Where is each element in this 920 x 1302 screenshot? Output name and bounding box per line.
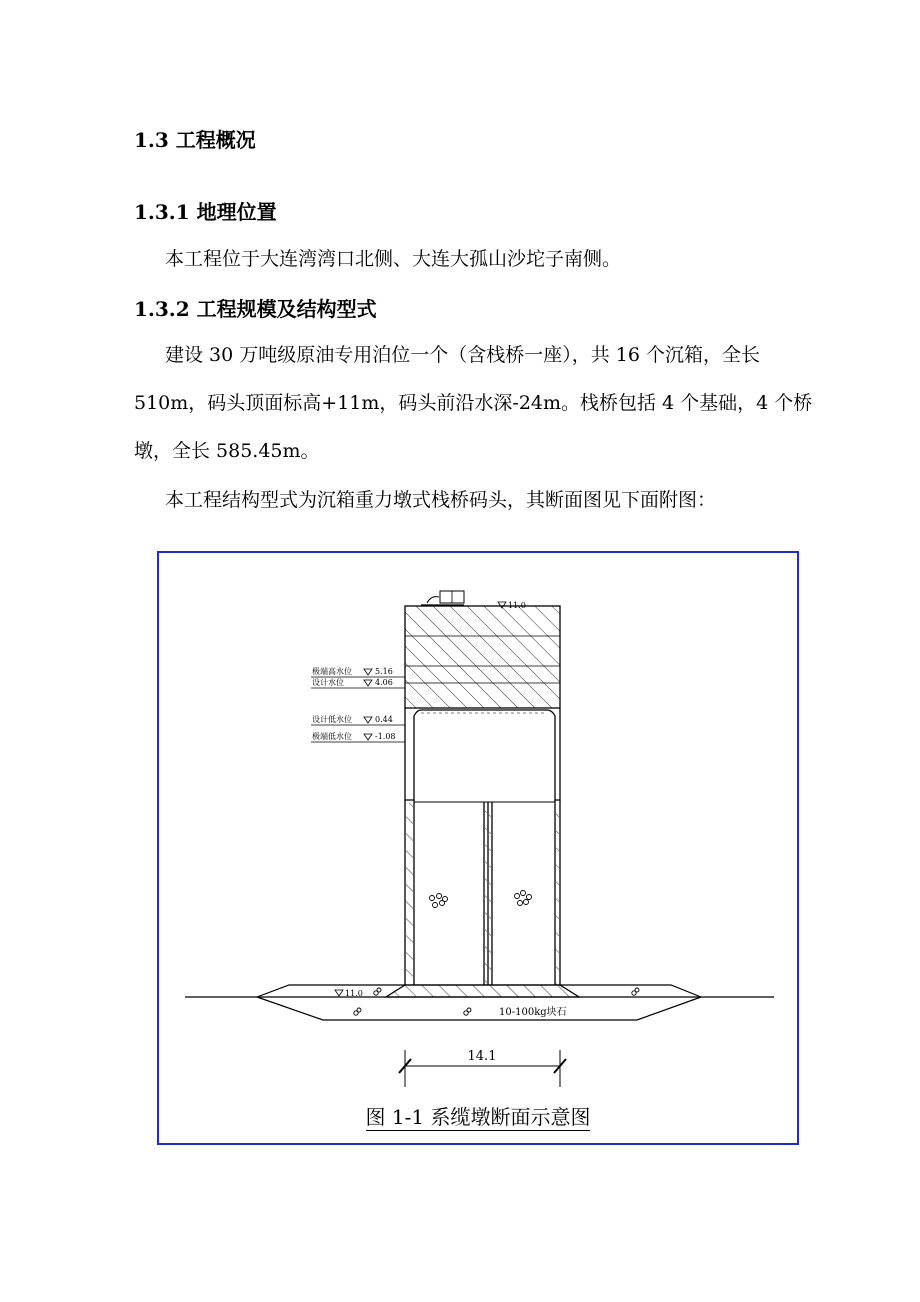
paragraph-scale-line-1: 建设 30 万吨级原油专用泊位一个（含栈桥一座），共 16 个沉箱，全长 xyxy=(165,344,761,366)
figure-frame xyxy=(157,551,799,1145)
level-name-4: 极端低水位 xyxy=(312,732,352,741)
level-value-3: 0.44 xyxy=(375,715,393,724)
level-name-1: 极端高水位 xyxy=(312,667,352,676)
level-value-1: 5.16 xyxy=(375,667,393,676)
caisson-upper xyxy=(405,708,560,800)
dimension-line xyxy=(399,1049,566,1087)
top-level-label: 11.0 xyxy=(508,601,526,610)
heading-1-3: 1.3 工程概况 xyxy=(134,128,256,152)
figure-caption: 图 1-1 系缆墩断面示意图 xyxy=(365,1105,591,1129)
water-levels xyxy=(311,666,405,742)
dimension-label: 14.1 xyxy=(467,1049,497,1064)
heading-1-3-1: 1.3.1 地理位置 xyxy=(134,200,277,224)
base-slab xyxy=(386,985,579,997)
level-value-4: -1.08 xyxy=(375,732,396,741)
base-level-label: 11.0 xyxy=(345,989,363,998)
paragraph-scale-line-2: 510m，码头顶面标高+11m，码头前沿水深-24m。栈桥包括 4 个基础，4 个桥 xyxy=(134,392,813,414)
paragraph-location: 本工程位于大连湾湾口北侧、大连大孤山沙坨子南侧。 xyxy=(165,248,622,270)
level-name-3: 设计低水位 xyxy=(312,715,352,724)
cell-fill-stones xyxy=(430,891,532,908)
section-drawing xyxy=(159,553,799,1145)
heading-1-3-2: 1.3.2 工程规模及结构型式 xyxy=(134,297,377,321)
paragraph-structure: 本工程结构型式为沉箱重力墩式栈桥码头，其断面图见下面附图： xyxy=(165,489,717,511)
capping-block xyxy=(405,606,560,708)
level-value-2: 4.06 xyxy=(375,678,393,687)
bollard-icon xyxy=(421,591,464,605)
caisson-lower xyxy=(405,800,560,985)
rubble-label: 10-100kg块石 xyxy=(499,1007,567,1018)
level-name-2: 设计水位 xyxy=(312,678,344,687)
paragraph-scale-line-3: 墩，全长 585.45m。 xyxy=(134,440,320,462)
